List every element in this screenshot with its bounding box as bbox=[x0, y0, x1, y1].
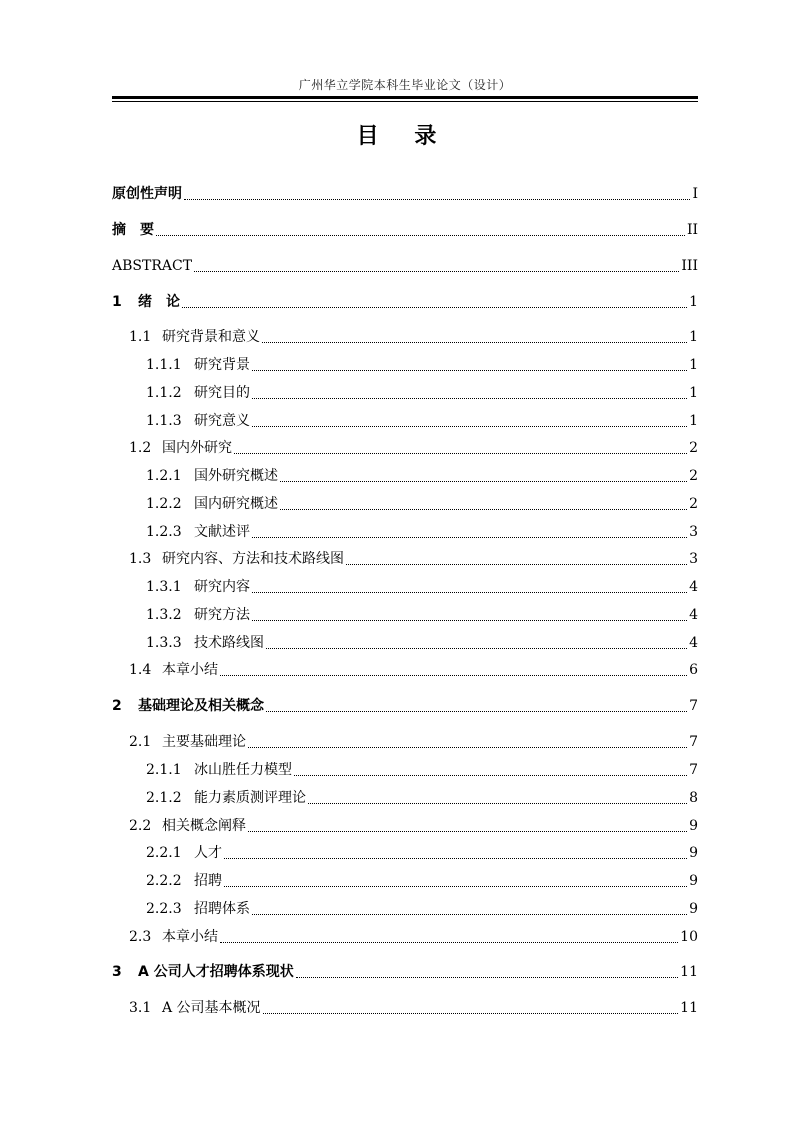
toc-entry-number: 2.2.3 bbox=[146, 901, 182, 917]
toc-entry bbox=[146, 759, 698, 781]
header-rule-thick bbox=[112, 96, 698, 99]
toc-entry-page: 1 bbox=[689, 294, 698, 310]
toc-entry-page: 3 bbox=[689, 551, 698, 567]
toc-entry bbox=[129, 997, 698, 1019]
toc-entry-label: 本章小结 bbox=[162, 929, 218, 945]
toc-entry-page: I bbox=[692, 186, 698, 202]
toc-entry-number: 2.1.1 bbox=[146, 762, 182, 778]
toc-entry bbox=[146, 410, 698, 432]
toc-entry-label: 研究内容、方法和技术路线图 bbox=[162, 551, 344, 567]
toc-entry-page: 1 bbox=[689, 413, 698, 429]
toc-title: 目 录 bbox=[356, 124, 437, 149]
toc-entry-number: 1.1.1 bbox=[146, 357, 182, 373]
toc-entry-page: 9 bbox=[689, 873, 698, 889]
toc-entry-page: 2 bbox=[689, 468, 698, 484]
toc-entry bbox=[112, 219, 698, 241]
dot-leader bbox=[248, 817, 687, 832]
dot-leader bbox=[296, 963, 678, 978]
toc-entry-label: 冰山胜任力模型 bbox=[194, 762, 292, 778]
toc-entry-label: 研究意义 bbox=[194, 413, 250, 429]
running-header: 广州华立学院本科生毕业论文（设计） bbox=[298, 78, 512, 92]
toc-entry-number: 1.2 bbox=[129, 440, 152, 456]
toc-entry bbox=[112, 961, 698, 983]
toc-entry-page: 7 bbox=[689, 698, 698, 714]
toc-entry-label: 国内研究概述 bbox=[194, 496, 278, 512]
dot-leader bbox=[280, 467, 687, 482]
toc-entry bbox=[146, 870, 698, 892]
toc-entry-page: 9 bbox=[689, 818, 698, 834]
toc-entry-page: 4 bbox=[689, 635, 698, 651]
toc-entry-page: 11 bbox=[680, 1000, 698, 1016]
toc-entry-number: 1.3 bbox=[129, 551, 152, 567]
dot-leader bbox=[346, 550, 687, 565]
toc-entry bbox=[146, 842, 698, 864]
dot-leader bbox=[252, 523, 687, 538]
toc-entry-page: 6 bbox=[689, 662, 698, 678]
toc-entry-number: 1.3.3 bbox=[146, 635, 182, 651]
dot-leader bbox=[280, 495, 687, 510]
toc-entry-label: 人才 bbox=[194, 845, 222, 861]
dot-leader bbox=[220, 661, 687, 676]
toc-entry-number: 1 bbox=[112, 294, 122, 310]
dot-leader bbox=[294, 761, 687, 776]
toc-entry bbox=[146, 493, 698, 515]
toc-entry-label: A 公司人才招聘体系现状 bbox=[138, 964, 294, 980]
toc-entry bbox=[112, 183, 698, 205]
toc-entry-number: 1.1 bbox=[129, 329, 152, 345]
dot-leader bbox=[252, 606, 687, 621]
toc-entry bbox=[129, 815, 698, 837]
dot-leader bbox=[252, 356, 687, 371]
toc-entry-page: 10 bbox=[680, 929, 698, 945]
toc-entry-label: 国外研究概述 bbox=[194, 468, 278, 484]
dot-leader bbox=[184, 185, 690, 200]
dot-leader bbox=[252, 384, 687, 399]
toc-entry-label: 能力素质测评理论 bbox=[194, 790, 306, 806]
toc-entry bbox=[146, 898, 698, 920]
dot-leader bbox=[234, 439, 687, 454]
toc-entry-number: 2.1 bbox=[129, 734, 152, 750]
toc-entry-number: 1.2.1 bbox=[146, 468, 182, 484]
toc-entry-number: 2.1.2 bbox=[146, 790, 182, 806]
toc-entry-label: 招聘体系 bbox=[194, 901, 250, 917]
toc-entry-number: 3 bbox=[112, 964, 122, 980]
toc-entry-page: 4 bbox=[689, 607, 698, 623]
toc-entry bbox=[146, 382, 698, 404]
dot-leader bbox=[252, 900, 687, 915]
dot-leader bbox=[252, 412, 687, 427]
toc-entry-label: A 公司基本概况 bbox=[162, 1000, 261, 1016]
toc-entry-page: 3 bbox=[689, 524, 698, 540]
toc-entry bbox=[129, 437, 698, 459]
toc-entry bbox=[129, 548, 698, 570]
toc-entry-label: 研究背景 bbox=[194, 357, 250, 373]
toc-entry-number: 2.3 bbox=[129, 929, 152, 945]
toc-entry bbox=[146, 632, 698, 654]
toc-entry-page: III bbox=[681, 258, 698, 274]
toc-entry-page: 2 bbox=[689, 496, 698, 512]
toc-entry-page: 1 bbox=[689, 329, 698, 345]
dot-leader bbox=[248, 733, 687, 748]
toc-entry bbox=[146, 604, 698, 626]
toc-entry-label: 研究方法 bbox=[194, 607, 250, 623]
toc-entry-label: 主要基础理论 bbox=[162, 734, 246, 750]
toc-entry-page: 4 bbox=[689, 579, 698, 595]
toc-entry bbox=[129, 926, 698, 948]
toc-entry-label: 基础理论及相关概念 bbox=[138, 698, 264, 714]
toc-entry-label: 摘 要 bbox=[112, 222, 154, 238]
dot-leader bbox=[224, 844, 687, 859]
toc-entry-label: 绪 论 bbox=[138, 294, 180, 310]
toc-entry bbox=[146, 576, 698, 598]
toc-entry-label: 研究目的 bbox=[194, 385, 250, 401]
toc-entry-number: 1.3.2 bbox=[146, 607, 182, 623]
toc-entry bbox=[129, 731, 698, 753]
toc-entry bbox=[146, 521, 698, 543]
header-rule-thin bbox=[112, 101, 698, 102]
toc-entry-page: 2 bbox=[689, 440, 698, 456]
dot-leader bbox=[182, 293, 687, 308]
toc-entry bbox=[146, 354, 698, 376]
toc-entry-number: 2 bbox=[112, 698, 122, 714]
toc-entry-page: 8 bbox=[689, 790, 698, 806]
toc-entry bbox=[146, 787, 698, 809]
dot-leader bbox=[220, 928, 678, 943]
toc-entry-page: 9 bbox=[689, 845, 698, 861]
toc-entry-label: 研究背景和意义 bbox=[162, 329, 260, 345]
toc-entry-number: 2.2 bbox=[129, 818, 152, 834]
toc-entry-page: 7 bbox=[689, 762, 698, 778]
dot-leader bbox=[266, 697, 687, 712]
toc-entry bbox=[129, 659, 698, 681]
toc-entry-number: 1.4 bbox=[129, 662, 152, 678]
toc-entry-number: 1.1.2 bbox=[146, 385, 182, 401]
toc-entry bbox=[112, 291, 698, 313]
toc-entry-label: 国内外研究 bbox=[162, 440, 232, 456]
toc-entry-page: 11 bbox=[680, 964, 698, 980]
toc-entry-label: 相关概念阐释 bbox=[162, 818, 246, 834]
toc-entry-label: 文献述评 bbox=[194, 524, 250, 540]
toc-entry-number: 1.2.3 bbox=[146, 524, 182, 540]
dot-leader bbox=[308, 789, 687, 804]
toc-entry-number: 1.2.2 bbox=[146, 496, 182, 512]
dot-leader bbox=[194, 257, 679, 272]
dot-leader bbox=[266, 634, 687, 649]
toc-entry-number: 1.3.1 bbox=[146, 579, 182, 595]
dot-leader bbox=[262, 328, 687, 343]
toc-entry-number: 2.2.1 bbox=[146, 845, 182, 861]
toc-entry-number: 2.2.2 bbox=[146, 873, 182, 889]
dot-leader bbox=[252, 578, 687, 593]
toc-entry bbox=[129, 326, 698, 348]
toc-entry-page: 7 bbox=[689, 734, 698, 750]
toc-entry-label: 原创性声明 bbox=[112, 186, 182, 202]
toc-entry-label: ABSTRACT bbox=[112, 258, 193, 274]
toc-entry-number: 1.1.3 bbox=[146, 413, 182, 429]
toc-entry-page: 1 bbox=[689, 385, 698, 401]
toc-entry-page: II bbox=[686, 222, 698, 238]
toc-entry bbox=[112, 695, 698, 717]
toc-entry bbox=[146, 465, 698, 487]
dot-leader bbox=[156, 221, 685, 236]
toc-entry-label: 研究内容 bbox=[194, 579, 250, 595]
toc-entry-number: 3.1 bbox=[129, 1000, 152, 1016]
toc-entry-page: 1 bbox=[689, 357, 698, 373]
toc-entry-label: 招聘 bbox=[194, 873, 222, 889]
toc-entry-label: 本章小结 bbox=[162, 662, 218, 678]
dot-leader bbox=[224, 872, 687, 887]
toc-entry-page: 9 bbox=[689, 901, 698, 917]
toc-entry bbox=[112, 255, 698, 277]
toc-entry-label: 技术路线图 bbox=[194, 635, 264, 651]
dot-leader bbox=[263, 999, 679, 1014]
